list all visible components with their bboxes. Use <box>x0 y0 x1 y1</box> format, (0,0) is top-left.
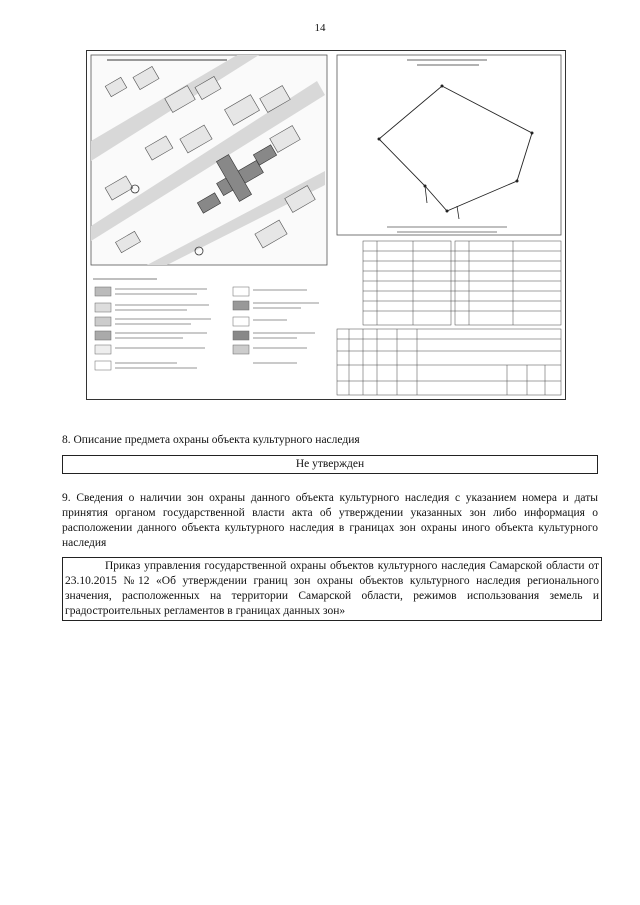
section-8-value: Не утвержден <box>62 455 598 474</box>
cadastral-map-image <box>86 50 566 400</box>
title-block <box>337 329 561 395</box>
page-number: 14 <box>314 22 326 34</box>
coordinate-tables <box>363 241 561 325</box>
map-left-panel <box>91 55 327 265</box>
section-9-value-box <box>62 557 602 621</box>
map-right-panel <box>337 55 561 235</box>
map-legend <box>93 279 319 370</box>
section-9-value: Приказ управления государственной охраны объектов культурного наследия Самарской области от 23.10.2015 №12 «Об утверждении границ зон охраны объектов культурного наследия регионального значения, расположенных на территории Самарской области, режимов использования земель и градостроительных регламентов в границах данных зон» <box>65 560 599 617</box>
section-8-heading: 8. Описание предмета охраны объекта культурного наследия <box>62 434 360 446</box>
section-9-heading: 9. Сведения о наличии зон охраны данного объекта культурного наследия с указанием номера и даты принятия органом государственной власти акта об утверждении указанных зон либо информация о расположении данного объекта культурного наследия в границах зон охраны иного объекта культурного наследия <box>62 492 598 549</box>
